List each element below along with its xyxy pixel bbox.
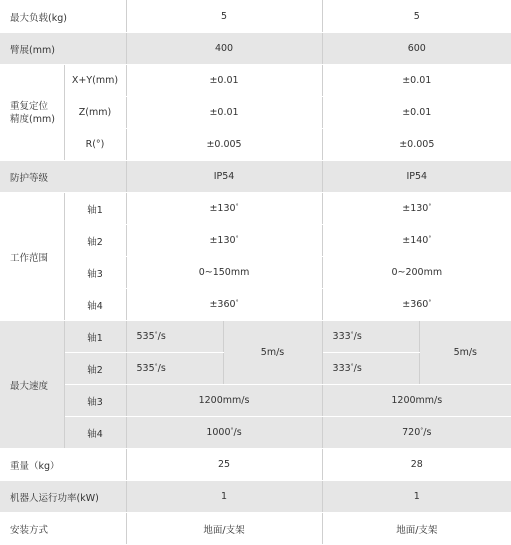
label-protection: 防护等级 [0, 161, 126, 193]
row-speed-axis3 [0, 385, 511, 417]
work-axis1-model-2: ±130° [322, 193, 511, 225]
label-arm-span: 臂展(mm) [0, 33, 126, 65]
label-mounting: 安装方式 [0, 513, 126, 545]
mounting-model-1: 地面/支架 [126, 513, 322, 545]
speed-axis3-model-1: 1200mm/s [126, 385, 322, 417]
row-speed-axis1 [0, 321, 511, 353]
max-load-model-2: 5 [322, 1, 511, 33]
row-max-load [0, 1, 511, 33]
row-power [0, 481, 511, 513]
arm-span-model-1: 400 [126, 33, 322, 65]
weight-model-1: 25 [126, 449, 322, 481]
work-axis4-model-2: ±360° [322, 289, 511, 321]
work-axis1-model-1: ±130° [126, 193, 322, 225]
row-repeatability-xy [0, 65, 511, 97]
label-work-axis2: 轴2 [64, 225, 126, 257]
speed-axis3-model-2: 1200mm/s [322, 385, 511, 417]
protection-model-2: IP54 [322, 161, 511, 193]
protection-model-1: IP54 [126, 161, 322, 193]
arm-span-model-2: 600 [322, 33, 511, 65]
work-axis2-model-2: ±140° [322, 225, 511, 257]
row-speed-axis4 [0, 417, 511, 449]
row-weight [0, 449, 511, 481]
label-speed-axis1: 轴1 [64, 321, 126, 353]
work-axis3-model-2: 0~200mm [322, 257, 511, 289]
r-model-2: ±0.005 [322, 129, 511, 161]
label-work-axis4: 轴4 [64, 289, 126, 321]
label-repeatability [0, 65, 64, 161]
row-work-axis3 [0, 257, 511, 289]
work-axis2-model-1: ±130° [126, 225, 322, 257]
row-arm-span [0, 33, 511, 65]
speed-axis4-model-2: 720°/s [322, 417, 511, 449]
row-protection [0, 161, 511, 193]
power-model-2: 1 [322, 481, 511, 513]
mounting-model-2: 地面/支架 [322, 513, 511, 545]
xy-model-1: ±0.01 [126, 65, 322, 97]
row-repeatability-z [0, 97, 511, 129]
speed-axis2-model-2: 333°/s [322, 353, 419, 385]
speed-combined-model-1: 5m/s [223, 321, 322, 385]
weight-model-2: 28 [322, 449, 511, 481]
power-model-1: 1 [126, 481, 322, 513]
label-speed-axis2: 轴2 [64, 353, 126, 385]
speed-combined-model-2: 5m/s [419, 321, 511, 385]
work-axis3-model-1: 0~150mm [126, 257, 322, 289]
label-weight: 重量（kg） [0, 449, 126, 481]
row-work-axis4 [0, 289, 511, 321]
speed-axis4-model-1: 1000°/s [126, 417, 322, 449]
z-model-1: ±0.01 [126, 97, 322, 129]
label-work-range: 工作范围 [0, 193, 64, 321]
label-max-load: 最大负载(kg) [0, 1, 126, 33]
row-work-axis2 [0, 225, 511, 257]
label-z: Z(mm) [64, 97, 126, 129]
work-axis4-model-1: ±360° [126, 289, 322, 321]
speed-axis1-model-1: 535°/s [126, 321, 223, 353]
label-repeatability-line2: 精度(mm) [10, 113, 55, 125]
xy-model-2: ±0.01 [322, 65, 511, 97]
speed-axis2-model-1: 535°/s [126, 353, 223, 385]
label-speed-axis3: 轴3 [64, 385, 126, 417]
speed-axis1-model-2: 333°/s [322, 321, 419, 353]
max-load-model-1: 5 [126, 1, 322, 33]
label-r: R(°) [64, 129, 126, 161]
row-work-axis1 [0, 193, 511, 225]
z-model-2: ±0.01 [322, 97, 511, 129]
label-power: 机器人运行功率(kW) [0, 481, 126, 513]
r-model-1: ±0.005 [126, 129, 322, 161]
label-max-speed: 最大速度 [0, 321, 64, 449]
label-work-axis1: 轴1 [64, 193, 126, 225]
label-xy: X+Y(mm) [64, 65, 126, 97]
row-repeatability-r [0, 129, 511, 161]
label-repeatability-line1: 重复定位 [10, 100, 49, 112]
label-speed-axis4: 轴4 [64, 417, 126, 449]
label-work-axis3: 轴3 [64, 257, 126, 289]
